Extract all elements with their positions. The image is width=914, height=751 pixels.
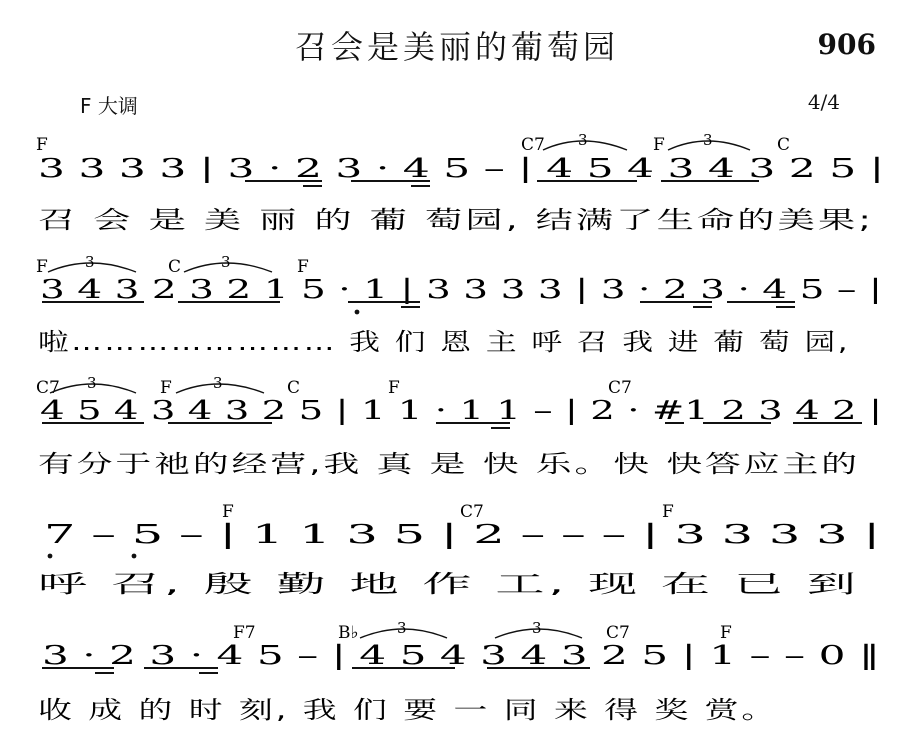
system-5 (38, 619, 880, 724)
chord-label: C7 (521, 135, 545, 155)
system-3 (36, 374, 882, 478)
chord-label: C (287, 378, 301, 398)
chord-label: C (777, 135, 791, 155)
chord-label: C7 (608, 378, 632, 398)
chord-label: C7 (36, 378, 60, 398)
octave-dot-low (132, 554, 137, 559)
chord-label: F (388, 378, 400, 398)
notation-line: 3 4 3 2 3 2 1 5 · 1 | 3 3 3 3 | 3 · 2 3 · 4 5 – | (40, 275, 882, 305)
chord-label: F (160, 378, 172, 398)
hymn-number: 906 (817, 28, 876, 61)
notation-line: 3 3 3 3 | 3 · 2 3 · 4 5 – | 4 5 4 3 4 3 2 5 | (38, 154, 884, 184)
chord-label: F (222, 502, 234, 522)
time-signature: 4/4 (807, 90, 840, 114)
system-4 (38, 502, 880, 598)
triplet-mark: 3 (578, 131, 588, 149)
chord-label: F (662, 502, 674, 522)
chord-label: C7 (460, 502, 484, 522)
chord-label: F (720, 623, 732, 643)
chord-label: F (36, 135, 48, 155)
chord-label: C7 (606, 623, 630, 643)
notation-line: 3 · 2 3 · 4 5 – | 4 5 4 3 4 3 2 5 | 1 – – 0 ‖ (42, 641, 880, 671)
lyric-line: 呼 召, 殷 勤 地 作 工, 现 在 已 到 (38, 570, 860, 598)
triplet-mark: 3 (703, 131, 713, 149)
chord-label: F (36, 257, 48, 277)
triplet-mark: 3 (85, 253, 95, 271)
chord-label: C (168, 257, 182, 277)
notation-line: 4 5 4 3 4 3 2 5 | 1 1 · 1 1 – | 2 · #1 2 3 4 2 | (40, 396, 882, 426)
triplet-mark: 3 (397, 619, 407, 637)
octave-dot-low (48, 554, 53, 559)
system-1 (36, 131, 884, 234)
lyric-line: 有分于祂的经营,我 真 是 快 乐。快 快答应主的 (38, 450, 860, 478)
chord-label: F (297, 257, 309, 277)
lyric-line: 收 成 的 时 刻, 我 们 要 一 同 来 得 奖 赏。 (38, 696, 778, 724)
key-signature: F 大调 (80, 94, 138, 118)
triplet-mark: 3 (532, 619, 542, 637)
chord-label: B♭ (338, 623, 359, 643)
triplet-mark: 3 (221, 253, 231, 271)
octave-dot-low (355, 310, 360, 315)
lyric-line: 啦…………………… 我 们 恩 主 呼 召 我 进 葡 萄 园, (38, 328, 850, 356)
notation-line: 7 – 5 – | 1 1 3 5 | 2 – – – | 3 3 3 3 | (44, 520, 880, 550)
page-title: 召会是美丽的葡萄园 (294, 28, 619, 66)
lyric-line: 召 会 是 美 丽 的 葡 萄园, 结满了生命的美果; (38, 206, 874, 234)
system-2 (36, 253, 882, 356)
chord-label: F (653, 135, 665, 155)
triplet-mark: 3 (87, 374, 97, 392)
triplet-mark: 3 (213, 374, 223, 392)
chord-label: F7 (233, 623, 256, 643)
